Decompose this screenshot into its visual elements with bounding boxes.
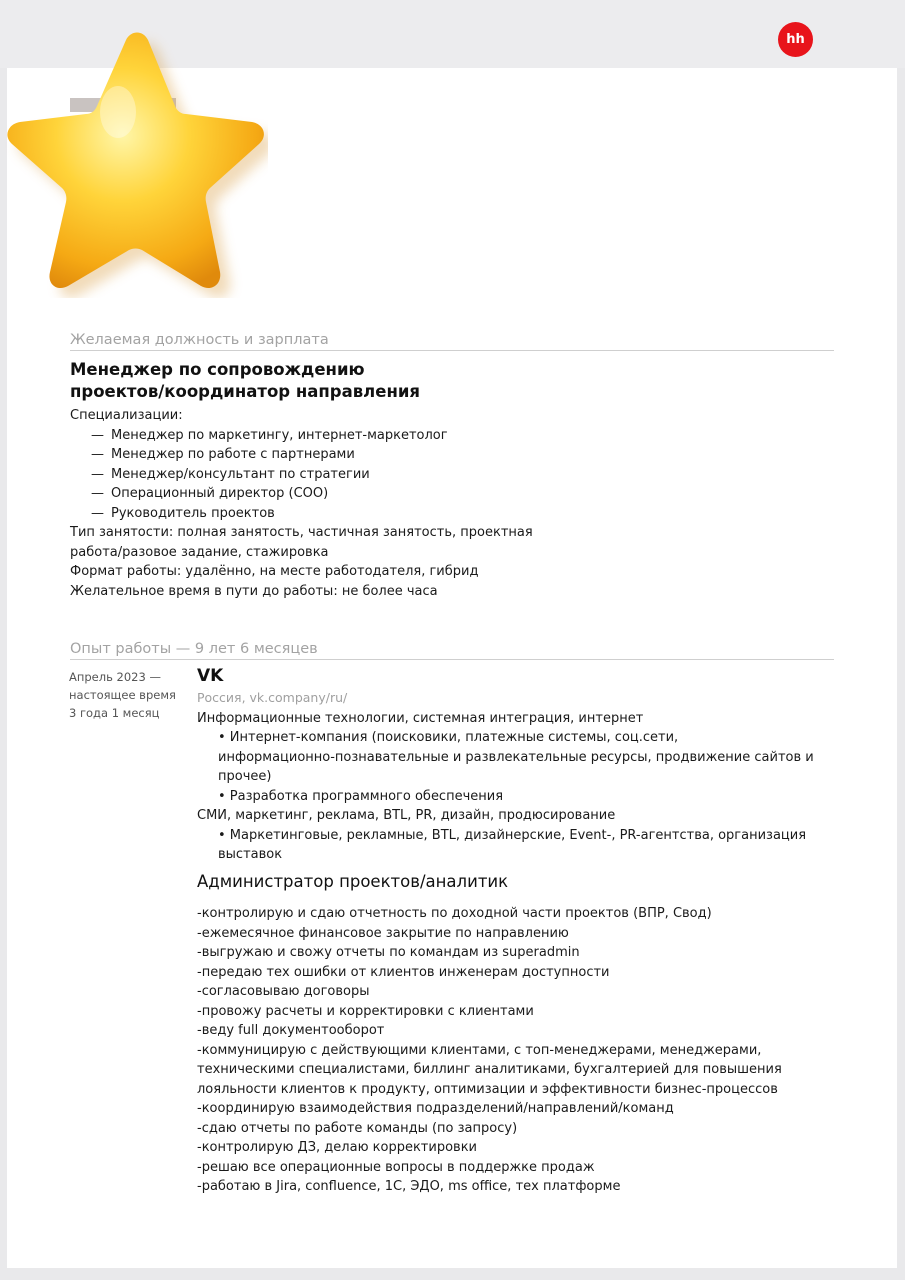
spec-dash: — (91, 506, 104, 521)
duty-item: -координирую взаимодействия подразделений/направлений/команд (197, 1101, 674, 1116)
star-emoji-icon (0, 26, 268, 298)
company-site[interactable]: Россия, vk.company/ru/ (197, 690, 348, 705)
duty-item: -коммуницирую с действующими клиентами, с топ-менеджерами, менеджерами, (197, 1042, 762, 1058)
specialization-item (91, 445, 355, 465)
employment-type-cont: работа/разовое задание, стажировка (70, 545, 329, 560)
experience-section-title: Опыт работы — 9 лет 6 месяцев (70, 640, 834, 660)
spec-dash: — (91, 447, 104, 462)
desired-position-section-title: Желаемая должность и зарплата (70, 331, 834, 351)
period-end: настоящее время (69, 688, 176, 702)
hh-logo[interactable]: hh (778, 22, 813, 57)
work-format: Формат работы: удалённо, на месте работодателя, гибрид (70, 564, 479, 579)
duty-item: -ежемесячное финансовое закрытие по направлению (197, 925, 569, 941)
duty-item: -работаю в Jira, confluence, 1С, ЭДО, ms office, тех платформе (197, 1179, 621, 1194)
specialization-item (91, 426, 448, 446)
job-period (69, 668, 189, 722)
industry-sub-line: • Маркетинговые, рекламные, BTL, дизайнерские, Event-, PR-агентства, организация (218, 828, 807, 843)
job-title: Администратор проектов/аналитик (197, 872, 509, 891)
spec-dash: — (91, 428, 104, 443)
specialization-text: Менеджер по работе с партнерами (111, 447, 355, 462)
specialization-item (91, 484, 328, 504)
company-name: VK (197, 666, 224, 686)
duty-item: -сдаю отчеты по работе команды (по запросу) (197, 1120, 518, 1136)
employment-type: Тип занятости: полная занятость, частичная занятость, проектная (70, 525, 533, 540)
specialization-text: Менеджер по маркетингу, интернет-маркетолог (111, 428, 448, 443)
specialization-text: Операционный директор (COO) (111, 486, 329, 501)
duty-item: -согласовываю договоры (197, 984, 370, 999)
industry-sub-line: • Интернет-компания (поисковики, платежные системы, соц.сети, (218, 730, 679, 745)
duty-item: -веду full документооборот (197, 1023, 385, 1038)
industry-line: Информационные технологии, системная интеграция, интернет (197, 711, 644, 726)
duty-item: -передаю тех ошибки от клиентов инженерам доступности (197, 964, 610, 980)
specialization-text: Менеджер/консультант по стратегии (111, 467, 370, 482)
duty-item: техническими специалистами, биллинг аналитиками, бухгалтерией для повышения (197, 1062, 782, 1077)
duties-list (197, 904, 782, 1197)
industry-sub-line: • Разработка программного обеспечения (218, 789, 504, 804)
period-duration: 3 года 1 месяц (69, 706, 160, 720)
duty-item: -решаю все операционные вопросы в поддержке продаж (197, 1159, 595, 1175)
spec-dash: — (91, 486, 104, 501)
specialization-text: Руководитель проектов (111, 506, 275, 521)
duty-item: -контролирую и сдаю отчетность по доходной части проектов (ВПР, Свод) (197, 906, 712, 921)
duty-item: лояльности клиентов к продукту, оптимизации и эффективности бизнес-процессов (197, 1081, 778, 1097)
commute-time: Желательное время в пути до работы: не более часа (70, 584, 438, 599)
position-title-line: Менеджер по сопровождению (70, 360, 365, 379)
industry-line: СМИ, маркетинг, реклама, BTL, PR, дизайн, продюсирование (197, 808, 616, 823)
period-start: Апрель 2023 — (69, 670, 161, 684)
spec-dash: — (91, 467, 104, 482)
duty-item: -провожу расчеты и корректировки с клиентами (197, 1003, 534, 1019)
specializations-label: Специализации: (70, 408, 183, 423)
industry-sub-line: прочее) (218, 769, 272, 784)
position-title-line: проектов/координатор направления (70, 382, 421, 401)
industry-sub-line: выставок (218, 847, 283, 862)
specialization-item (91, 465, 370, 485)
duty-item: -контролирую ДЗ, делаю корректировки (197, 1140, 477, 1155)
specialization-item (91, 504, 275, 524)
industry-sub-line: информационно-познавательные и развлекательные ресурсы, продвижение сайтов и (218, 750, 814, 765)
duty-item: -выгружаю и свожу отчеты по командам из superadmin (197, 945, 580, 960)
desired-position-title (70, 359, 630, 403)
